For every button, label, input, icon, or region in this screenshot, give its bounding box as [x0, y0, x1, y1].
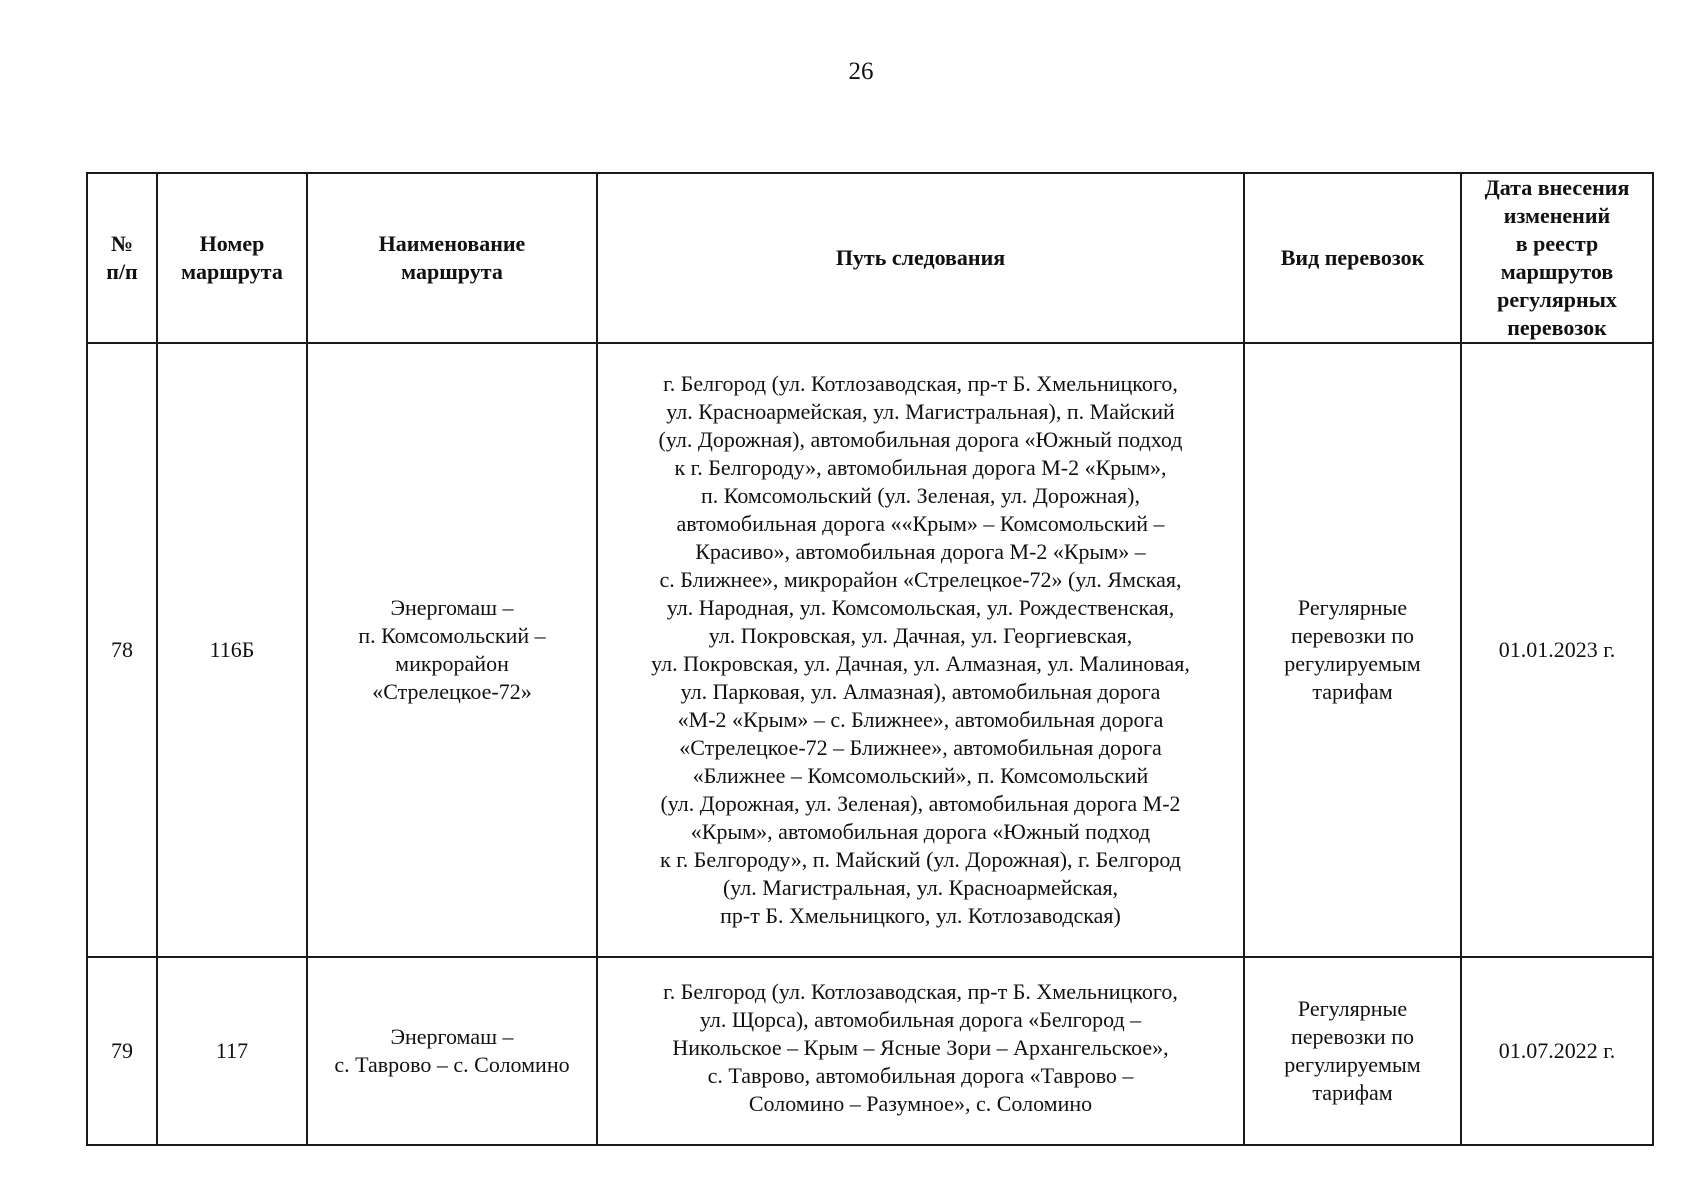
- header-transport-type: Вид перевозок: [1244, 173, 1461, 343]
- cell-transport-type: Регулярные перевозки по регулируемым тарифам: [1244, 343, 1461, 957]
- cell-index: 78: [87, 343, 157, 957]
- table-header-row: [87, 173, 1653, 343]
- cell-route-number: 117: [157, 957, 307, 1145]
- cell-path: [597, 343, 1244, 957]
- header-date: Дата внесения изменений в реестр маршрутов регулярных перевозок: [1461, 173, 1653, 343]
- table-row: [87, 957, 1653, 1145]
- cell-route-number: 116Б: [157, 343, 307, 957]
- cell-route-name: Энергомаш – п. Комсомольский – микрорайон «Стрелецкое-72»: [307, 343, 597, 957]
- cell-transport-type: Регулярные перевозки по регулируемым тарифам: [1244, 957, 1461, 1145]
- path-text: г. Белгород (ул. Котлозаводская, пр-т Б. Хмельницкого, ул. Красноармейская, ул. Магистральная), п. Майский (ул. Дорожная), автомобильная дорога «Южный подход к г. Белгороду», автомобильная дорога М-2 «Крым», п. Комсомольский (ул. Зеленая, ул. Дорожная), автомобильная дорога ««Крым» – Комсомольский – Красиво», автомобильная дорога М-2 «Крым» – с. Ближнее», микрорайон «Стрелецкое-72» (ул. Ямская, ул. Народная, ул. Комсомольская, ул. Рождественская, ул. Покровская, ул. Дачная, ул. Георгиевская, ул. Покровская, ул. Дачная, ул. Алмазная, ул. Малиновая, ул. Парковая, ул. Алмазная), автомобильная дорога «М-2 «Крым» – с. Ближнее», автомобильная дорога «Стрелецкое-72 – Ближнее», автомобильная дорога «Ближнее – Комсомольский», п. Комсомольский (ул. Дорожная, ул. Зеленая), автомобильная дорога М-2 «Крым», автомобильная дорога «Южный подход к г. Белгороду», п. Майский (ул. Дорожная), г. Белгород (ул. Магистральная, ул. Красноармейская, пр-т Б. Хмельницкого, ул. Котлозаводская): [651, 371, 1190, 928]
- table-row: [87, 343, 1653, 957]
- cell-route-name: Энергомаш – с. Таврово – с. Соломино: [307, 957, 597, 1145]
- routes-table: [86, 172, 1654, 1146]
- header-route-name: Наименование маршрута: [307, 173, 597, 343]
- header-route-number: Номер маршрута: [157, 173, 307, 343]
- header-index: № п/п: [87, 173, 157, 343]
- header-path: Путь следования: [597, 173, 1244, 343]
- cell-index: 79: [87, 957, 157, 1145]
- cell-date: 01.07.2022 г.: [1461, 957, 1653, 1145]
- cell-date: 01.01.2023 г.: [1461, 343, 1653, 957]
- page-number: 26: [848, 58, 874, 85]
- cell-path: [597, 957, 1244, 1145]
- path-text: г. Белгород (ул. Котлозаводская, пр-т Б. Хмельницкого, ул. Щорса), автомобильная дорога «Белгород – Никольское – Крым – Ясные Зори – Архангельское», с. Таврово, автомобильная дорога «Таврово – Соломино – Разумное», с. Соломино: [663, 979, 1178, 1116]
